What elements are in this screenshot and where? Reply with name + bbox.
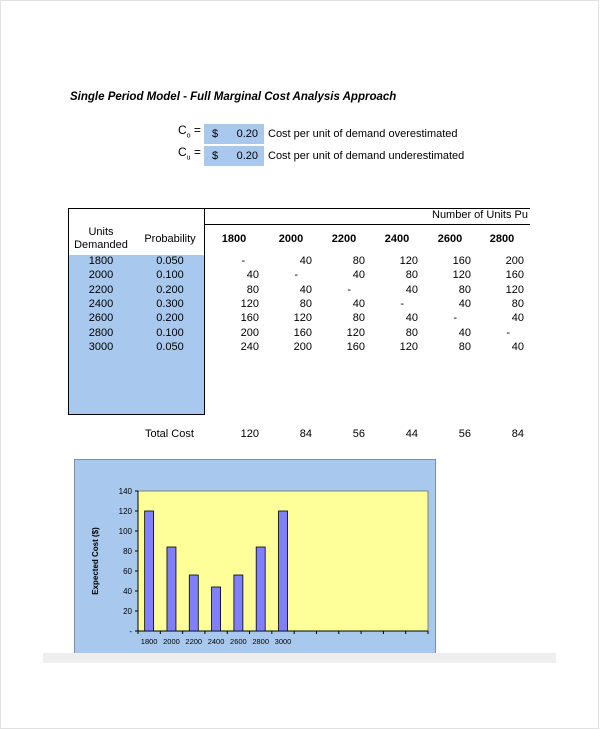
cost-cell: 120 bbox=[399, 255, 418, 267]
co-currency: $ bbox=[212, 128, 219, 140]
cost-cell: - bbox=[400, 297, 404, 310]
y-tick-label: 140 bbox=[118, 487, 132, 496]
total-cost-value: 84 bbox=[299, 428, 312, 440]
y-tick-label: 40 bbox=[123, 587, 132, 596]
y-tick-label: 80 bbox=[123, 547, 132, 556]
expected-cost-chart bbox=[75, 460, 435, 654]
cu-value-cell[interactable] bbox=[204, 146, 264, 166]
total-cost-value: 44 bbox=[405, 428, 418, 440]
chart-area[interactable] bbox=[74, 459, 436, 655]
cost-cell: 120 bbox=[293, 312, 312, 325]
cu-value: 0.20 bbox=[236, 150, 258, 162]
col-header: 2400 bbox=[384, 233, 410, 245]
cost-cell: 40 bbox=[405, 312, 418, 325]
cost-cell: 80 bbox=[299, 297, 312, 310]
cost-cell: 80 bbox=[511, 297, 524, 310]
cost-cell: 120 bbox=[452, 269, 471, 282]
cost-cell: - bbox=[506, 326, 510, 339]
cost-cell: 160 bbox=[293, 326, 312, 339]
co-label: $C_o$ = bbox=[178, 123, 201, 140]
probability-cell[interactable]: 0.100 bbox=[156, 269, 184, 282]
demand-cell[interactable]: 2200 bbox=[88, 283, 114, 296]
number-of-units-header: Number of Units Pu bbox=[432, 209, 528, 221]
cost-cell: 120 bbox=[505, 283, 524, 296]
co-value-cell[interactable] bbox=[204, 124, 264, 144]
col-header: 1800 bbox=[221, 233, 247, 245]
cost-cell: - bbox=[453, 312, 457, 325]
bar bbox=[234, 575, 243, 631]
x-tick-label: 2000 bbox=[163, 637, 180, 646]
bottom-scroll-strip bbox=[43, 653, 556, 663]
total-cost-value: 84 bbox=[511, 428, 524, 440]
table-header-line bbox=[205, 224, 530, 225]
cost-cell: 80 bbox=[352, 312, 365, 325]
x-tick-label: 3000 bbox=[274, 637, 292, 646]
cost-cell: 200 bbox=[505, 255, 524, 267]
demand-cell[interactable]: 1800 bbox=[88, 255, 114, 267]
x-tick-label: 1800 bbox=[140, 637, 158, 646]
y-tick-label: 120 bbox=[118, 507, 132, 516]
cost-cell: 40 bbox=[246, 269, 259, 282]
cost-cell: 200 bbox=[240, 326, 259, 339]
y-axis-label: Expected Cost ($) bbox=[91, 527, 100, 595]
cost-cell: 120 bbox=[346, 326, 365, 339]
col-header: 2000 bbox=[278, 233, 304, 245]
sheet-title: Single Period Model - Full Marginal Cost Analysis Approach bbox=[70, 91, 397, 103]
units-demanded-header: Units Demanded bbox=[74, 226, 128, 251]
cost-cell: 80 bbox=[458, 283, 471, 296]
demand-cell[interactable]: 2800 bbox=[88, 326, 114, 339]
bar bbox=[256, 547, 265, 631]
cost-cell: 80 bbox=[458, 340, 471, 353]
cu-description: Cost per unit of demand underestimated bbox=[268, 150, 465, 162]
total-cost-value: 56 bbox=[458, 428, 471, 440]
cost-cell: 40 bbox=[352, 269, 365, 282]
cost-cell: 40 bbox=[511, 312, 524, 325]
co-value: 0.20 bbox=[236, 128, 258, 140]
total-cost-label: Total Cost bbox=[145, 428, 194, 440]
bar bbox=[145, 511, 154, 631]
cost-cell: - bbox=[347, 283, 351, 296]
x-tick-label: 2400 bbox=[207, 637, 225, 646]
cost-cell: 40 bbox=[352, 297, 365, 310]
cost-cell: 160 bbox=[505, 269, 524, 282]
demand-cell[interactable]: 2400 bbox=[88, 297, 114, 310]
cost-cell: 200 bbox=[293, 340, 312, 353]
bar bbox=[167, 547, 176, 631]
probability-cell[interactable]: 0.050 bbox=[156, 255, 184, 267]
cu-label: $C_u$ = bbox=[178, 145, 201, 162]
x-tick-label: 2800 bbox=[252, 637, 270, 646]
x-tick-label: 2200 bbox=[185, 637, 203, 646]
y-tick-label: 100 bbox=[118, 527, 132, 536]
total-cost-value: 56 bbox=[352, 428, 365, 440]
col-header: 2200 bbox=[331, 233, 357, 245]
cost-cell: 160 bbox=[346, 340, 365, 353]
cost-cell: 40 bbox=[299, 255, 312, 267]
probability-cell[interactable]: 0.300 bbox=[156, 297, 184, 310]
cost-cell: 80 bbox=[246, 283, 259, 296]
cu-currency: $ bbox=[212, 150, 219, 162]
probability-cell[interactable]: 0.100 bbox=[156, 326, 184, 339]
probability-cell[interactable]: 0.050 bbox=[156, 340, 184, 353]
bar bbox=[279, 511, 288, 631]
probability-cell[interactable]: 0.200 bbox=[156, 312, 184, 325]
cost-cell: 40 bbox=[299, 283, 312, 296]
col-header: 2800 bbox=[489, 233, 515, 245]
cost-cell: 40 bbox=[511, 340, 524, 353]
total-cost-value: 120 bbox=[240, 428, 259, 440]
col-header: 2600 bbox=[437, 233, 463, 245]
demand-cell[interactable]: 2600 bbox=[88, 312, 114, 325]
cost-cell: 40 bbox=[405, 283, 418, 296]
bar bbox=[189, 575, 198, 631]
probability-cell[interactable]: 0.200 bbox=[156, 283, 184, 296]
cost-cell: 120 bbox=[399, 340, 418, 353]
x-tick-label: 2600 bbox=[230, 637, 247, 646]
cost-cell: 160 bbox=[240, 312, 259, 325]
cost-cell: 160 bbox=[452, 255, 471, 267]
cost-cell: 40 bbox=[458, 297, 471, 310]
demand-cell[interactable]: 2000 bbox=[88, 269, 114, 282]
cost-cell: 80 bbox=[405, 326, 418, 339]
y-tick-label: 20 bbox=[123, 607, 132, 616]
cost-cell: - bbox=[241, 255, 245, 267]
cost-cell: 240 bbox=[240, 340, 259, 353]
y-tick-label: 60 bbox=[123, 567, 132, 576]
bar bbox=[212, 587, 221, 631]
co-description: Cost per unit of demand overestimated bbox=[268, 128, 458, 140]
cost-cell: 40 bbox=[458, 326, 471, 339]
probability-header: Probability bbox=[144, 233, 196, 245]
cost-cell: 80 bbox=[405, 269, 418, 282]
cost-cell: - bbox=[294, 269, 298, 282]
y-tick-label: - bbox=[129, 627, 132, 636]
cost-cell: 80 bbox=[352, 255, 365, 267]
demand-cell[interactable]: 3000 bbox=[88, 340, 114, 353]
cost-cell: 120 bbox=[240, 297, 259, 310]
